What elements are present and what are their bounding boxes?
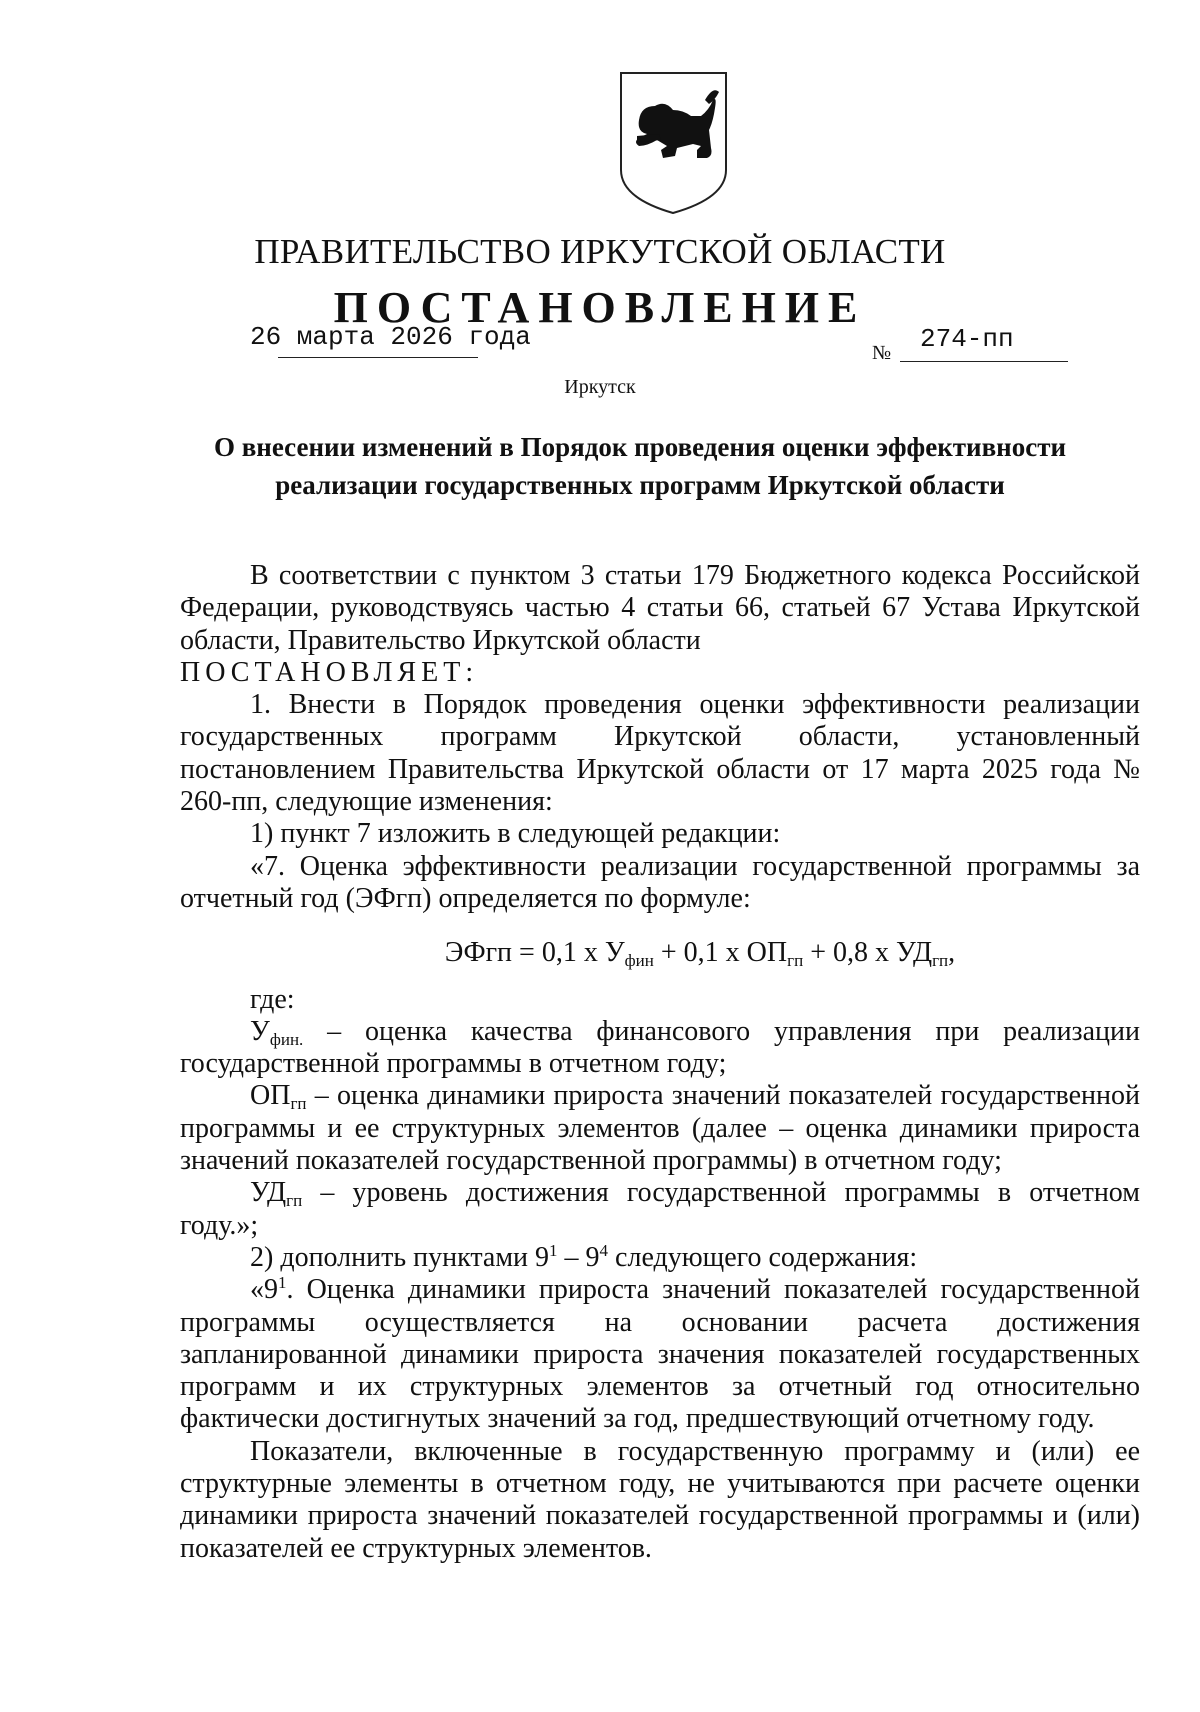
definition-ud-gp: $УД_{гп}$ – уровень достижения государственной программы в отчетном году.»; [180,1177,1140,1241]
formula: ЭФгп = 0,1 х $У_{фин} + 0,1$ х $ОП_{гп} + 0,8$ х $УД_{гп}$, [444,937,956,971]
clause-1-item-1: 1) пункт 7 изложить в следующей редакции: [250,818,781,850]
title-line-2: реализации государственных программ Иркутской области [275,470,1005,500]
city: Иркутск [564,376,636,398]
number-sign: № [872,342,892,364]
document-date: 26 марта 2026 года [250,322,531,352]
where-label: где: [250,983,295,1015]
date-underline [278,357,478,358]
clause-1-item-2: 2) дополнить пунктами $9^1 - 9^4$ следующего содержания: [250,1240,918,1273]
document-title [180,428,1100,504]
last-paragraph: Показатели, включенные в государственную программу и (или) ее структурные элементы в отчетном году, не учитываются при расчете оценки динамики прироста значений показателей государственной программы и (или) показателей ее структурных элементов. [180,1435,1140,1564]
document-body [180,560,1140,1565]
definition-u-fin: $У_{фин.}$ – оценка качества финансового управления при реализации государственной программы в отчетном году; [180,1015,1140,1080]
clause-9-1: «$9^1$. Оценка динамики прироста значений показателей государственной программы осуществляется на основании расчета достижения запланированной динамики прироста значения показателей государственных программ и их структурных элементов за отчетный год относительно фактически достигнутых значений за год, предшествующий отчетному году. [180,1273,1140,1435]
government-name: ПРАВИТЕЛЬСТВО ИРКУТСКОЙ ОБЛАСТИ [254,232,946,271]
title-line-1: О внесении изменений в Порядок проведения оценки эффективности [213,432,1067,462]
document-type: ПОСТАНОВЛЕНИЕ [333,283,867,332]
number-underline [900,361,1068,362]
document-number: 274-пп [920,324,1014,354]
coat-of-arms-icon [617,70,730,216]
intro-paragraph: В соответствии с пунктом 3 статьи 179 Бюджетного кодекса Российской Федерации, руководствуясь частью 4 статьи 66, статьей 67 Устава Иркутской области, Правительство Иркутской области [180,560,1140,656]
resolves-heading: ПОСТАНОВЛЯЕТ: [180,656,479,688]
clause-7-text: «7. Оценка эффективности реализации государственной программы за отчетный год (ЭФгп) определяется по формуле: [180,850,1140,914]
clause-1: 1. Внести в Порядок проведения оценки эффективности реализации государственных программ Иркутской области, установленный постановлением Правительства Иркутской области от 17 марта 2025 года № 260-пп, следующие изменения: [180,689,1140,818]
definition-op-gp: $ОП_{гп}$ – оценка динамики прироста значений показателей государственной программы и ее структурных элементов (далее – оценка динамики прироста значений показателей государственной программы) в отчетном году; [180,1080,1140,1177]
